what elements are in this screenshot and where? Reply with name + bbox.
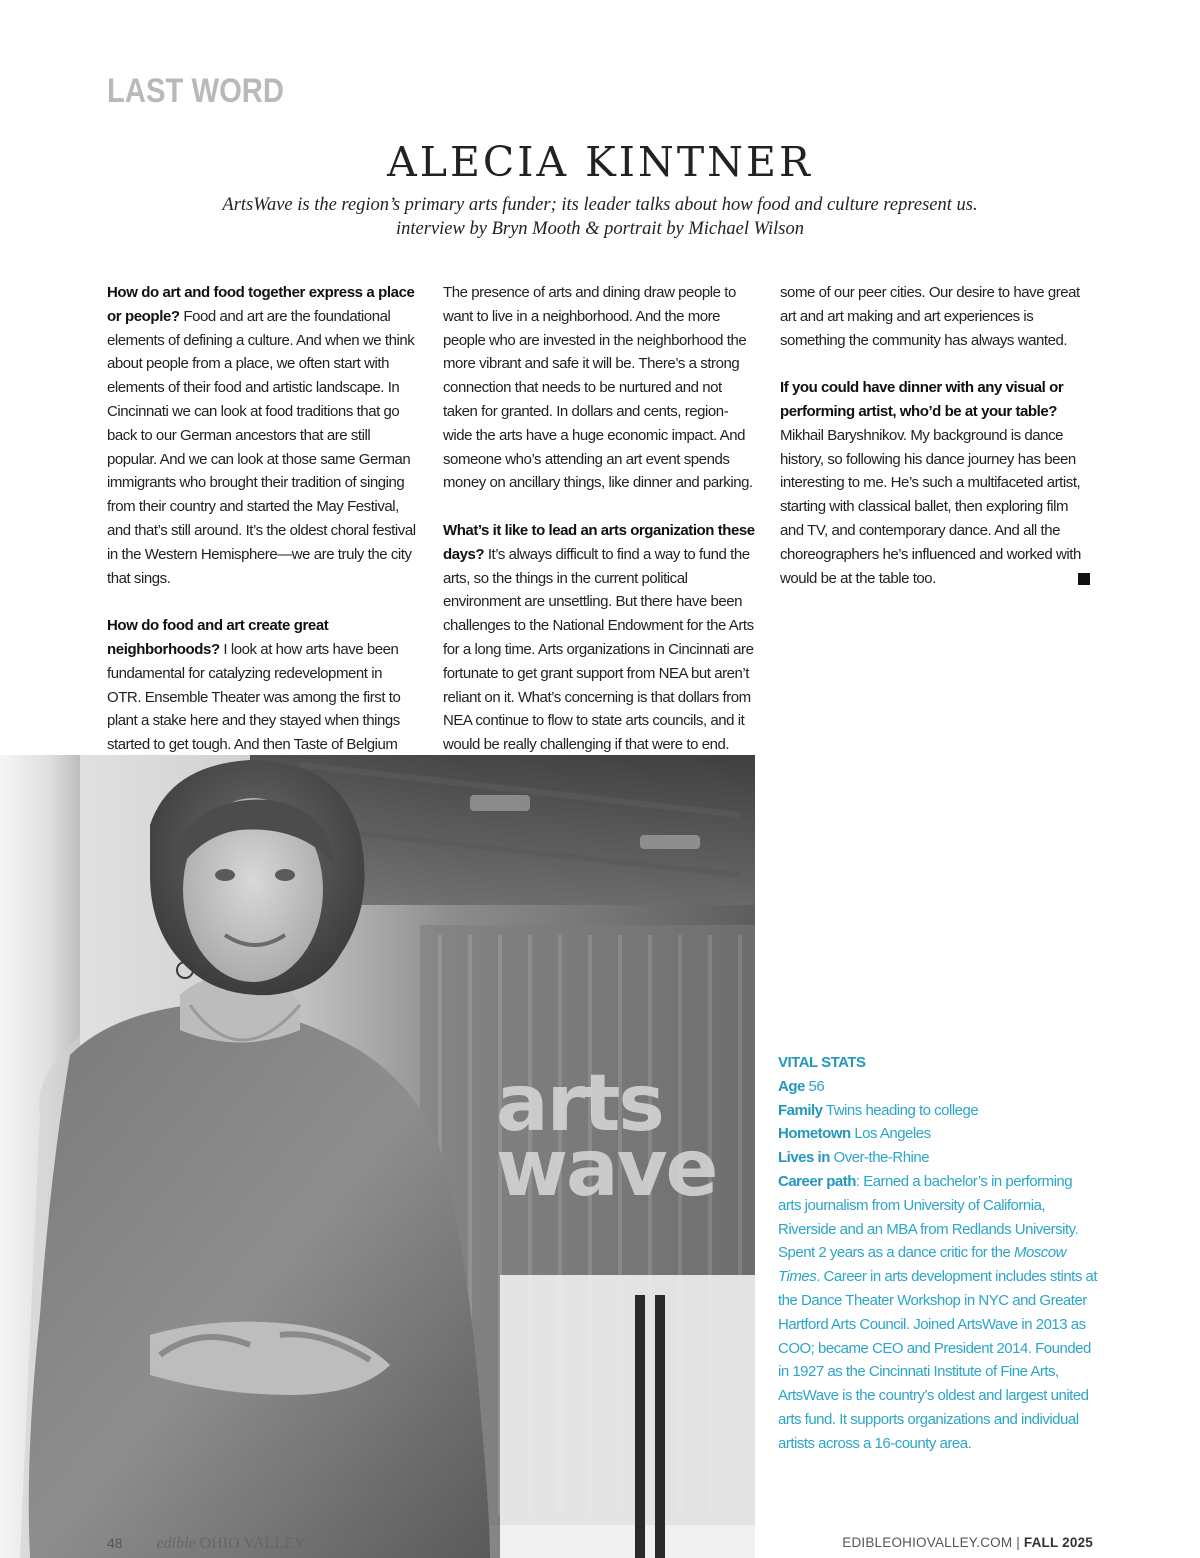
- answer-3: It’s always difficult to find a way to fund the arts, so the things in the current political environment are unsettling. But there have been challenges to the National Endowment for the Arts for a long time. Arts organizations in Cincinnati are fortunate to get grant support from NEA but aren’t reliant on it. What’s concerning is that dollars from NEA continue to flow to state arts councils, and it would be really challenging if that were to end.: [443, 545, 754, 754]
- qa-block-5: [780, 376, 1092, 590]
- stat-career-value-1: : Earned a bachelor’s in performing arts journalism from University of California, Riverside and an MBA from Redlands University. Spent 2 years as a dance critic for the: [778, 1172, 1079, 1262]
- page-number: 48: [107, 1535, 123, 1551]
- stat-career-label: Career path: [778, 1172, 856, 1190]
- deck: [0, 193, 1200, 241]
- stat-age-label: Age: [778, 1077, 805, 1095]
- question-3: What’s it like to lead an arts organization these days?: [443, 521, 755, 563]
- page-title: ALECIA KINTNER: [387, 138, 813, 186]
- vital-stats-title: VITAL STATS: [778, 1054, 866, 1071]
- stat-lives-label: Lives in: [778, 1149, 830, 1167]
- stat-age: [778, 1075, 1098, 1099]
- answer-4: some of our peer cities. Our desire to have great art and art making and art experiences is something the community has always wanted.: [780, 284, 1080, 349]
- deck-line-1: ArtsWave is the region’s primary arts funder; its leader talks about how food and culture represent us.: [222, 195, 978, 215]
- folio-left: [107, 1535, 305, 1553]
- folio-separator: |: [1012, 1535, 1024, 1550]
- stat-career: [778, 1170, 1098, 1456]
- stat-hometown-label: Hometown: [778, 1125, 851, 1143]
- stat-career-value-2: . Career in arts development includes stints at the Dance Theater Workshop in NYC and Greater Hartford Arts Council. Joined ArtsWave in 2013 as COO; became CEO and President 2014. Founded in 1927 as the Cincinnati Institute of Fine Arts, ArtsWave is the country’s oldest and largest united arts fund. It supports organizations and individual artists across a 16-county area.: [778, 1268, 1098, 1452]
- sign-text-wave: wave: [496, 1124, 717, 1214]
- question-2: How do food and art create great neighborhoods?: [107, 617, 329, 658]
- stat-career-italic: Moscow Times: [778, 1244, 1066, 1286]
- stat-lives-value: Over-the-Rhine: [829, 1149, 930, 1167]
- stat-age-value: 56: [804, 1077, 825, 1095]
- portrait-illustration: [0, 755, 755, 1558]
- article-column-1: [107, 281, 419, 828]
- byline: interview by Bryn Mooth & portrait by Michael Wilson: [396, 219, 804, 239]
- answer-2-b: The presence of arts and dining draw people to want to live in a neighborhood. And the more people who are invested in the neighborhood the more vibrant and safe it will be. There’s a strong connection that needs to be nurtured and not taken for granted. In dollars and cents, region-wide the arts have a huge economic impact. And someone who’s attending an art event spends money on ancillary things, like dinner and parking.: [443, 284, 753, 492]
- section-label: LAST WORD: [107, 72, 285, 110]
- end-mark-icon: [1078, 573, 1090, 585]
- answer-1: Food and art are the foundational elements of defining a culture. And when we think about people from a place, we often start with elements of their food and artistic landscape. In Cincinnati we can look at food traditions that go back to our German ancestors that are still popular. And we can look at those same German immigrants who brought their tradition of singing from their country and started the May Festival, and that’s still around. It’s the oldest choral festival in the Western Hemisphere—we are truly the city that sings.: [107, 307, 416, 587]
- qa-block-1: [107, 281, 419, 590]
- stat-family: [778, 1099, 1098, 1123]
- folio-right: [842, 1535, 1093, 1550]
- magazine-name-rest: OHIO VALLEY: [195, 1535, 306, 1552]
- stat-hometown-value: Los Angeles: [850, 1125, 931, 1143]
- question-5: If you could have dinner with any visual or performing artist, who’d be at your table?: [780, 379, 1064, 420]
- qa-block-3: [443, 519, 755, 757]
- issue-date: FALL 2025: [1023, 1535, 1093, 1550]
- question-1: How do art and food together express a place or people?: [107, 284, 415, 325]
- magazine-name: [157, 1535, 306, 1552]
- stat-lives-in: [778, 1146, 1098, 1170]
- stat-family-label: Family: [778, 1101, 823, 1119]
- website-link[interactable]: EDIBLEOHIOVALLEY.COM: [842, 1535, 1013, 1550]
- answer-5: Mikhail Baryshnikov. My background is dance history, so following his dance journey has been interesting to me. He’s such a multifaceted artist, starting with classical ballet, then exploring film and TV, and contemporary dance. And all the choreographers he’s influenced and worked with would be at the table too.: [780, 426, 1081, 587]
- portrait-photo: [0, 755, 755, 1558]
- vital-stats: [778, 1051, 1098, 1456]
- stat-family-value: Twins heading to college: [822, 1101, 979, 1119]
- answer-2-continued: [443, 281, 755, 495]
- sign-text-arts: arts: [496, 1059, 663, 1149]
- answer-2: I look at how arts have been fundamental for catalyzing redevelopment in OTR. Ensemble Theater was among the first to plant a stake here and they stayed when things started to get tough. And then Taste of Belgium: [107, 640, 401, 754]
- magazine-name-italic: edible: [156, 1535, 196, 1552]
- stat-hometown: [778, 1122, 1098, 1146]
